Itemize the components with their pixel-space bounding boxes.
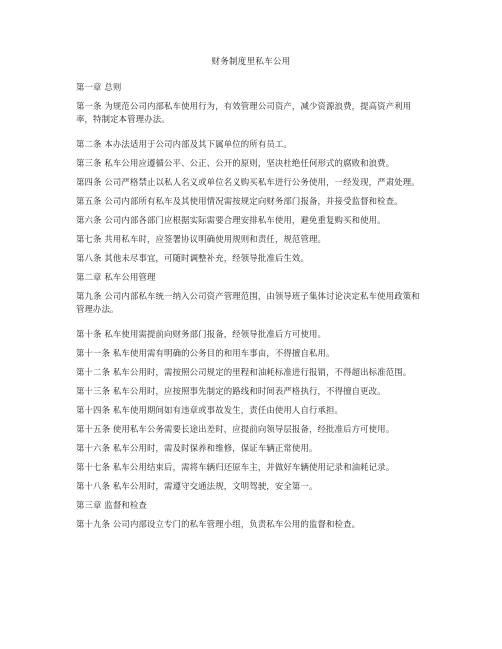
paragraph: 第十一条 私车使用需有明确的公务目的和用车事由，不得擅自私用。 xyxy=(76,348,335,358)
chapter-heading: 第一章 总则 xyxy=(76,82,122,92)
paragraph: 第七条 共用私车时，应签署协议明确使用规则和责任，规范管理。 xyxy=(76,234,327,244)
paragraph: 第十条 私车使用需提前向财务部门报备，经领导批准后方可使用。 xyxy=(76,329,327,339)
paragraph: 第一条 为规范公司内部私车使用行为，有效管理公司资产，减少资源浪费，提高资产利用率，特制定本管理办法。 xyxy=(76,101,412,124)
paragraph: 第十四条 私车使用期间如有违章或事故发生，责任由使用人自行承担。 xyxy=(76,405,344,415)
paragraph: 第九条 公司内部私车统一纳入公司资产管理范围，由领导班子集体讨论决定私车使用政策和管理办法。 xyxy=(76,291,420,314)
chapter-heading: 第二章 私车公用管理 xyxy=(76,272,156,282)
paragraph: 第八条 其他未尽事宜，可随时调整补充，经领导批准后生效。 xyxy=(76,253,309,263)
paragraph: 第十八条 私车公用时，需遵守交通法规，文明驾驶，安全第一。 xyxy=(76,481,318,491)
paragraph: 第十二条 私车公用时，需按照公司规定的里程和油耗标准进行报销，不得超出标准范围。 xyxy=(76,367,412,377)
paragraph: 第十七条 私车公用结束后，需将车辆归还原车主，并做好车辆使用记录和油耗记录。 xyxy=(76,462,395,472)
chapter-heading: 第三章 监督和检查 xyxy=(76,500,148,510)
paragraph: 第二条 本办法适用于公司内部及其下属单位的所有员工。 xyxy=(76,139,292,149)
paragraph: 第十三条 私车公用时，应按照事先制定的路线和时间表严格执行，不得擅自更改。 xyxy=(76,386,386,396)
paragraph: 第十五条 使用私车公务需要长途出差时，应提前向领导层报备，经批准后方可使用。 xyxy=(76,424,395,434)
paragraph: 第十六条 私车公用时，需及时保养和维修，保证车辆正常使用。 xyxy=(76,443,318,453)
document-title: 财务制度里私车公用 xyxy=(211,57,291,67)
paragraph: 第三条 私车公用应遵循公平、公正、公开的原则，坚决杜绝任何形式的腐败和浪费。 xyxy=(76,158,395,168)
paragraph: 第四条 公司严格禁止以私人名义或单位名义购买私车进行公务使用，一经发现，严肃处理。 xyxy=(76,177,420,187)
paragraph: 第五条 公司内部所有私车及其使用情况需按规定向财务部门报备，并接受监督和检查。 xyxy=(76,196,403,206)
paragraph: 第十九条 公司内部设立专门的私车管理小组，负责私车公用的监督和检查。 xyxy=(76,519,361,529)
paragraph: 第六条 公司内部各部门应根据实际需要合理安排私车使用，避免重复购买和使用。 xyxy=(76,215,386,225)
